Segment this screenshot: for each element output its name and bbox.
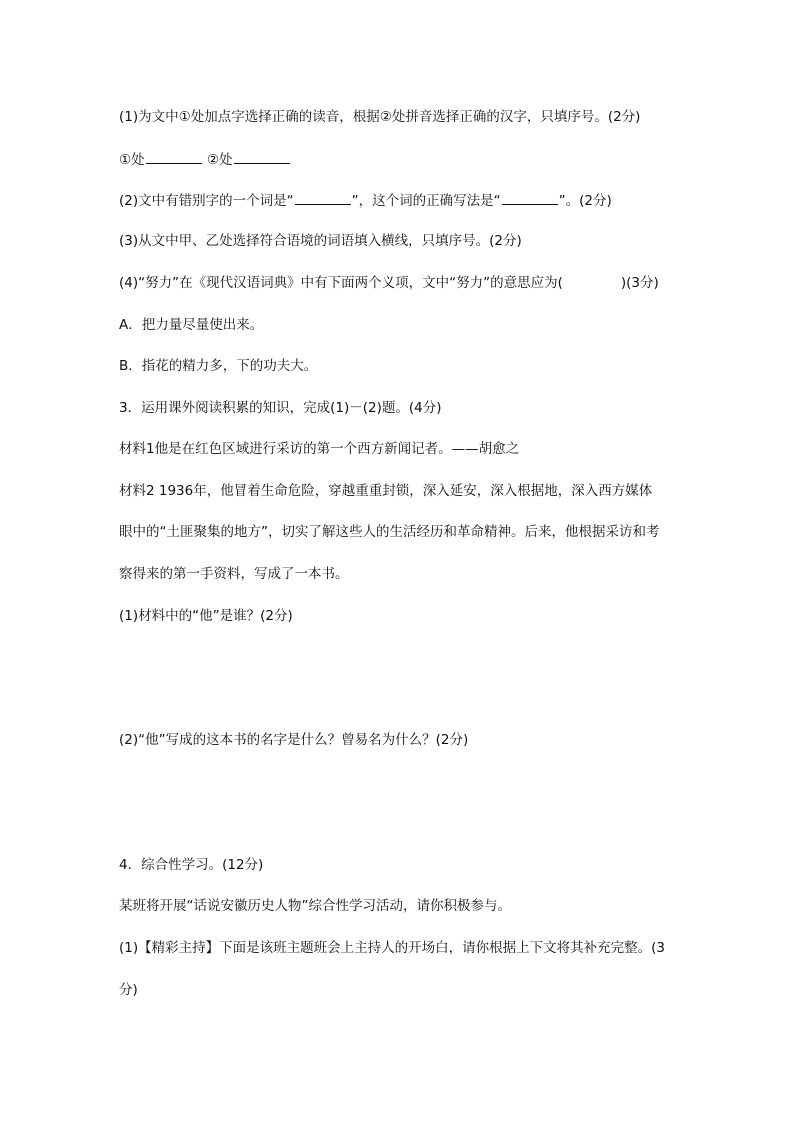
q2-sub2-prompt [119,190,699,211]
q2-sub4-prompt [119,273,699,293]
q3-sub1-prompt: (1)材料中的“他”是谁？(2分) [119,608,293,624]
wrong-word-blank[interactable] [295,190,351,205]
q3-material-1: 材料1他是在红色区域进行采访的第一个西方新闻记者。——胡愈之 [119,441,520,457]
q3-material-2-line-2: 眼中的“土匪聚集的地方”，切实了解这些人的生活经历和革命精神。后来，他根据采访和考 [119,524,660,540]
q4-sub1-prompt-line-1: (1)【精彩主持】下面是该班主题班会上主持人的开场白，请你根据上下文将其补充完整。(3 [119,940,665,956]
q4-sub1-prompt-line-2: 分) [119,982,138,998]
q2-sub3-prompt: (3)从文中甲、乙处选择符合语境的词语填入横线，只填序号。(2分) [119,233,522,249]
option-b: B．指花的精力多，下的功夫大。 [119,358,318,374]
q2-sub2-text-3: ”。(2分) [558,193,612,209]
correct-word-blank[interactable] [502,190,558,205]
q3-material-2-line-1: 材料2 1936年，他冒着生命危险，穿越重重封锁，深入延安，深入根据地，深入西方媒体 [119,483,653,499]
option-a: A．把力量尽量使出来。 [119,317,264,333]
q2-sub1-prompt: (1)为文中①处加点字选择正确的读音，根据②处拼音选择正确的汉字，只填序号。(2分) [119,109,641,125]
answer-blank-1[interactable] [146,149,202,164]
q4-intro: 某班将开展“话说安徽历史人物”综合性学习活动，请你积极参与。 [119,898,511,914]
q2-sub4-text-1: (4)“努力”在《现代汉语词典》中有下面两个义项，文中“努力”的意思应为( [119,275,563,291]
q3-material-2-line-3: 察得来的第一手资料，写成了一本书。 [119,566,349,582]
q2-sub2-text-1: (2)文中有错别字的一个词是“ [119,193,294,209]
answer-label-1: ①处 [119,152,145,168]
answer-label-2: ②处 [206,152,233,168]
answer-blank-2[interactable] [234,149,290,164]
q2-sub4-text-2: )(3分) [620,275,659,291]
q2-sub1-answer-line [119,149,699,170]
q3-title: 3．运用课外阅读积累的知识，完成(1)－(2)题。(4分) [119,400,442,416]
q4-title: 4．综合性学习。(12分) [119,857,264,873]
q3-sub2-prompt: (2)“他”写成的这本书的名字是什么？曾易名为什么？(2分) [119,732,469,748]
q2-sub2-text-2: ”，这个词的正确写法是“ [351,193,501,209]
